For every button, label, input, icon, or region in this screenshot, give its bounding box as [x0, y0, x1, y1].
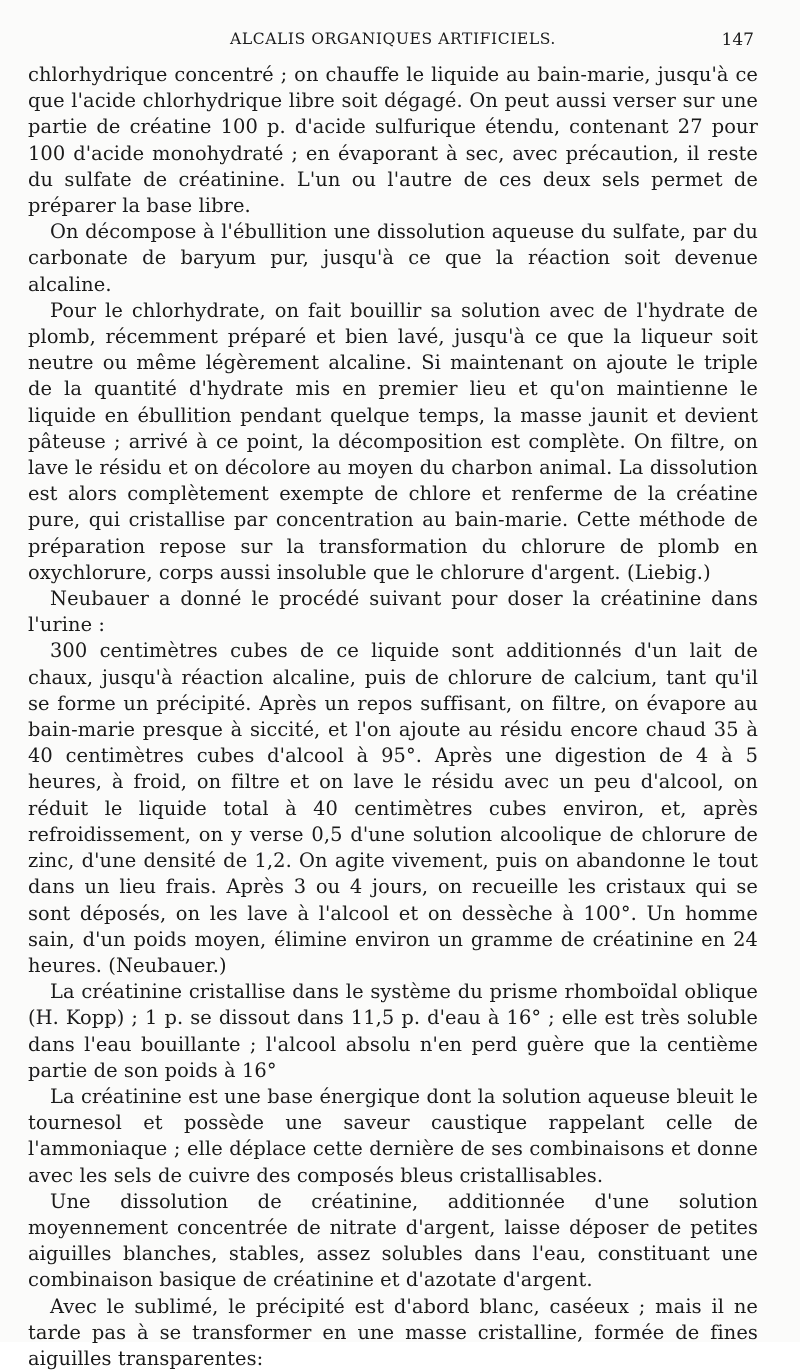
paragraph-sublimate: Avec le sublimé, le précipité est d'abord blanc, caséeux ; mais il ne tarde pas à se transformer en une masse cristalline, formée de fines aiguilles transparentes:: [28, 1294, 758, 1370]
paragraph-crystallization: La créatinine cristallise dans le système du prisme rhomboïdal oblique (H. Kopp) ; 1 p. se dissout dans 11,5 p. d'eau à 16° ; elle est très soluble dans l'eau bouillante ; l'alcool absolu n'en perd guère que la centième partie de son poids à 16°: [28, 980, 758, 1082]
paragraph-neubauer-intro: Neubauer a donné le procédé suivant pour doser la créatinine dans l'urine :: [28, 587, 758, 637]
running-head: ALCALIS ORGANIQUES ARTIFICIELS.: [230, 30, 556, 48]
body-text: [28, 62, 758, 1372]
page-number: 147: [721, 30, 754, 50]
paragraph-neubauer-procedure: 300 centimètres cubes de ce liquide sont additionnés d'un lait de chaux, jusqu'à réaction alcaline, puis de chlorure de calcium, tant qu'il se forme un précipité. Après un repos suffisant, on filtre, on évapore au bain-marie presque à siccité, et l'on ajoute au résidu encore chaud 35 à 40 centimètres cubes d'alcool à 95°. Après une digestion de 4 à 5 heures, à froid, on filtre et on lave le résidu avec un peu d'alcool, on réduit le liquide total à 40 centimètres cubes environ, et, après refroidissement, on y verse 0,5 d'une solution alcoolique de chlorure de zinc, d'une densité de 1,2. On agite vivement, puis on abandonne le tout dans un lieu frais. Après 3 ou 4 jours, on recueille les cristaux qui se sont déposés, on les lave à l'alcool et on dessèche à 100°. Un homme sain, d'un poids moyen, élimine environ un gramme de créatinine en 24 heures. (Neubauer.): [28, 639, 758, 977]
paragraph-silver-nitrate: Une dissolution de créatinine, additionnée d'une solution moyennement concentrée de nitrate d'argent, laisse déposer de petites aiguilles blanches, stables, assez solubles dans l'eau, constituant une combinaison basique de créatinine et d'azotate d'argent.: [28, 1189, 758, 1292]
paragraph-chlorhydrate-method: Pour le chlorhydrate, on fait bouillir sa solution avec de l'hydrate de plomb, récemment préparé et bien lavé, jusqu'à ce que la liqueur soit neutre ou même légèrement alcaline. Si maintenant on ajoute le triple de la quantité d'hydrate mis en premier lieu et qu'on maintienne le liquide en ébullition pendant quelque temps, la masse jaunit et devient pâteuse ; arrivé à ce point, la décomposition est complète. On filtre, on lave le résidu et on décolore au moyen du charbon animal. La dissolution est alors complètement exempte de chlore et renferme de la créatine pure, qui cristallise par concentration au bain-marie. Cette méthode de préparation repose sur la transformation du chlorure de plomb en oxychlorure, corps aussi insoluble que le chlorure d'argent. (Liebig.): [28, 298, 758, 584]
paragraph-continuation: chlorhydrique concentré ; on chauffe le liquide au bain-marie, jusqu'à ce que l'acide chlorhydrique libre soit dégagé. On peut aussi verser sur une partie de créatine 100 p. d'acide sulfurique étendu, contenant 27 pour 100 d'acide monohydraté ; en évaporant à sec, avec précaution, il reste du sulfate de créatinine. L'un ou l'autre de ces deux sels permet de préparer la base libre.: [28, 63, 758, 218]
paragraph-base-properties: La créatinine est une base énergique dont la solution aqueuse bleuit le tournesol et possède une saveur caustique rappelant celle de l'ammoniaque ; elle déplace cette dernière de ses combinaisons et donne avec les sels de cuivre des composés bleus cristallisables.: [28, 1084, 758, 1187]
page-header: [28, 30, 758, 56]
paragraph-sulfate-decomposition: On décompose à l'ébullition une dissolution aqueuse du sulfate, par du carbonate de baryum pur, jusqu'à ce que la réaction soit devenue alcaline.: [28, 220, 758, 296]
